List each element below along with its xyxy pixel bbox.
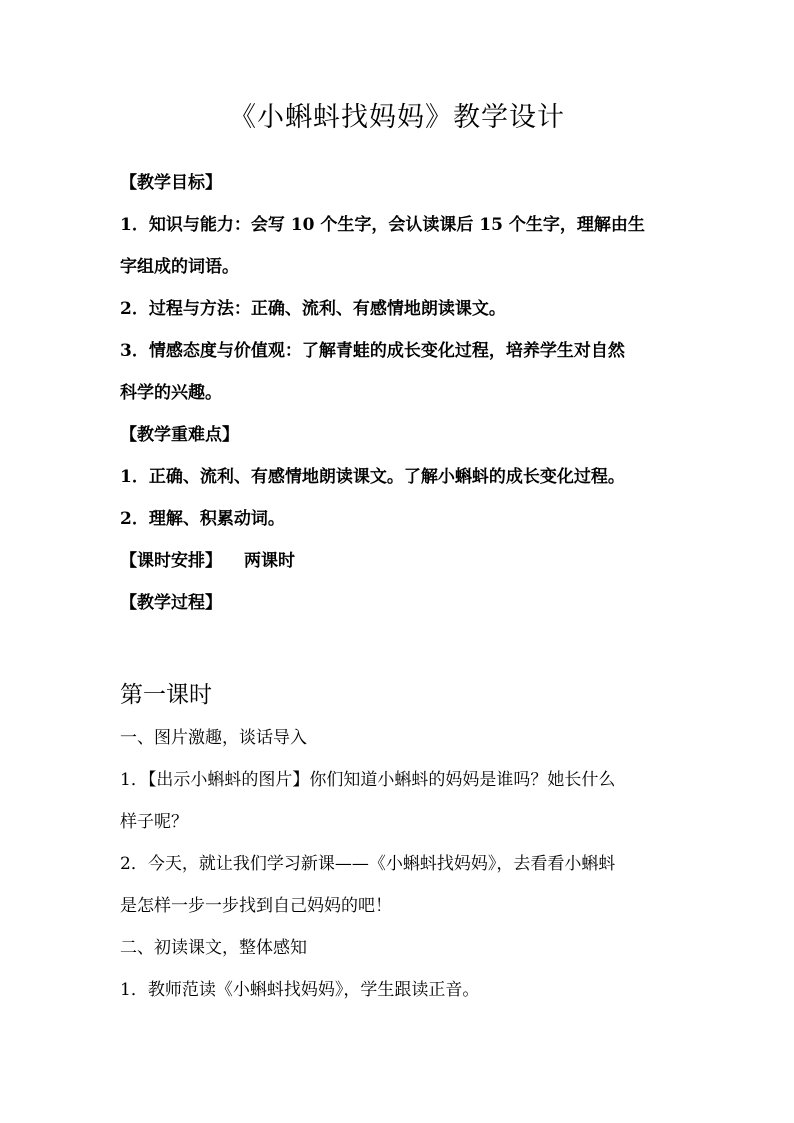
- process-heading: 【教学过程】: [120, 593, 222, 613]
- part-one-heading: 一、图片激趣，谈话导入: [120, 728, 307, 748]
- schedule-heading: 【课时安排】: [120, 551, 222, 571]
- goal-line-2: 字组成的词语。: [120, 257, 239, 277]
- part-two-line-1: 1．教师范读《小蝌蚪找妈妈》，学生跟读正音。: [120, 980, 480, 1000]
- part-one-line-1: 1．【出示小蝌蚪的图片】你们知道小蝌蚪的妈妈是谁吗？她长什么: [120, 770, 616, 790]
- goal-line-4: 3．情感态度与价值观：了解青蛙的成长变化过程，培养学生对自然: [120, 341, 625, 361]
- schedule-value: 两课时: [244, 551, 295, 571]
- goal-line-1: 1．知识与能力：会写 10 个生字，会认读课后 15 个生字，理解由生: [120, 215, 645, 235]
- goals-heading: 【教学目标】: [120, 173, 222, 193]
- goal-line-5: 科学的兴趣。: [120, 383, 222, 403]
- document-title: 《小蝌蚪找妈妈》教学设计: [229, 102, 565, 133]
- key-point-line-1: 1．正确、流利、有感情地朗读课文。了解小蝌蚪的成长变化过程。: [120, 467, 625, 487]
- part-one-line-2: 样子呢？: [120, 812, 188, 832]
- goal-line-3: 2．过程与方法：正确、流利、有感情地朗读课文。: [120, 299, 506, 319]
- part-one-line-3: 2．今天，就让我们学习新课——《小蝌蚪找妈妈》，去看看小蝌蚪: [120, 854, 616, 874]
- schedule-line: [120, 548, 295, 574]
- lesson-one-title: 第一课时: [120, 682, 212, 708]
- part-two-heading: 二、初读课文，整体感知: [120, 938, 307, 958]
- key-points-heading: 【教学重难点】: [120, 425, 239, 445]
- part-one-line-4: 是怎样一步一步找到自己妈妈的吧！: [120, 896, 392, 916]
- key-point-line-2: 2．理解、积累动词。: [120, 509, 285, 529]
